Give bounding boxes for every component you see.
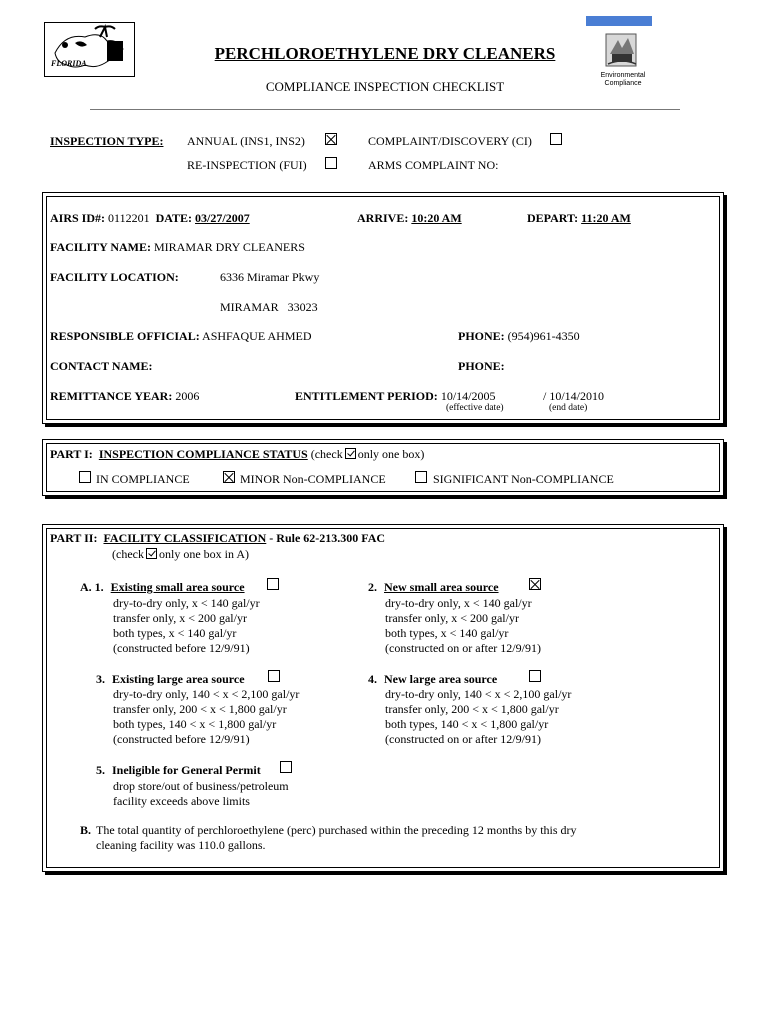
- checkmark-icon: [146, 548, 157, 559]
- part2-b-label: B.: [80, 823, 92, 837]
- item5-line2: facility exceeds above limits: [113, 794, 250, 808]
- item2-num: 2.: [368, 580, 377, 594]
- responsible-official-value: ASHFAQUE AHMED: [202, 329, 312, 343]
- item4-title: New large area source: [384, 672, 498, 686]
- airs-id-row: [50, 211, 250, 225]
- page-title: PERCHLOROETHYLENE DRY CLEANERS: [214, 44, 556, 63]
- arrive-row: [357, 211, 468, 225]
- facility-info-inner: [46, 196, 720, 420]
- facility-location-label: FACILITY LOCATION:: [50, 270, 179, 284]
- inspection-type-label: INSPECTION TYPE:: [50, 134, 164, 148]
- item4-line1: dry-to-dry only, 140 < x < 2,100 gal/yr: [385, 687, 572, 701]
- in-compliance-label: IN COMPLIANCE: [96, 472, 190, 486]
- entitlement-end-row: [543, 389, 604, 403]
- part2-heading: [50, 531, 385, 545]
- minor-noncompliance-label: MINOR Non-COMPLIANCE: [240, 472, 386, 486]
- blue-bar: [586, 16, 652, 26]
- item1-title: Existing small area source: [110, 580, 245, 594]
- facility-location-line1: 6336 Miramar Pkwy: [220, 270, 320, 284]
- item1-line3: both types, x < 140 gal/yr: [113, 626, 237, 640]
- complaint-label: COMPLAINT/DISCOVERY (CI): [368, 134, 532, 148]
- item2-heading: [368, 580, 499, 594]
- item2-line3: both types, x < 140 gal/yr: [385, 626, 509, 640]
- item3-line4: (constructed before 12/9/91): [113, 732, 250, 746]
- item4-num: 4.: [368, 672, 377, 686]
- contact-name-label: CONTACT NAME:: [50, 359, 153, 373]
- item2-title: New small area source: [384, 580, 499, 594]
- item4-checkbox[interactable]: [529, 670, 541, 682]
- item1-line4: (constructed before 12/9/91): [113, 641, 250, 655]
- item3-line1: dry-to-dry only, 140 < x < 2,100 gal/yr: [113, 687, 300, 701]
- contact-phone-label: PHONE:: [458, 359, 505, 373]
- minor-noncompliance-checkbox[interactable]: [223, 471, 235, 483]
- item1-checkbox[interactable]: [267, 578, 279, 590]
- item3-line2: transfer only, 200 < x < 1,800 gal/yr: [113, 702, 287, 716]
- part1-check-a: (check: [310, 447, 343, 461]
- item4-line2: transfer only, 200 < x < 1,800 gal/yr: [385, 702, 559, 716]
- item3-title: Existing large area source: [112, 672, 245, 686]
- phone-value: (954)961-4350: [507, 329, 580, 343]
- item3-num: 3.: [96, 672, 105, 686]
- item1-line2: transfer only, x < 200 gal/yr: [113, 611, 247, 625]
- item4-line3: both types, 140 < x < 1,800 gal/yr: [385, 717, 549, 731]
- facility-name-value: MIRAMAR DRY CLEANERS: [154, 240, 305, 254]
- airs-id-value: 0112201: [108, 211, 150, 225]
- item1-line1: dry-to-dry only, x < 140 gal/yr: [113, 596, 260, 610]
- part1-prefix: PART I:: [50, 447, 93, 461]
- entitlement-separator: /: [543, 389, 547, 403]
- item2-checkbox[interactable]: [529, 578, 541, 590]
- facility-location-line2: MIRAMAR 33023: [220, 300, 318, 314]
- item5-checkbox[interactable]: [280, 761, 292, 773]
- reinspection-checkbox[interactable]: [325, 157, 337, 169]
- item4-heading: [368, 672, 497, 686]
- arrive-value: 10:20 AM: [411, 211, 462, 225]
- part2-check-b: only one box in A): [158, 547, 249, 561]
- effective-date-note: (effective date): [446, 403, 504, 413]
- arms-complaint-label: ARMS COMPLAINT NO:: [368, 158, 499, 172]
- ship-logo-icon: [598, 28, 646, 72]
- florida-logo-label: FLORIDA: [51, 59, 87, 68]
- item2-line2: transfer only, x < 200 gal/yr: [385, 611, 519, 625]
- remittance-year-label: REMITTANCE YEAR:: [50, 389, 173, 403]
- part2-b-row: [80, 823, 577, 837]
- entitlement-start: 10/14/2005: [440, 389, 496, 403]
- part2-title: FACILITY CLASSIFICATION: [103, 531, 267, 545]
- item3-line3: both types, 140 < x < 1,800 gal/yr: [113, 717, 277, 731]
- item5-num: 5.: [96, 763, 105, 777]
- page-subtitle: COMPLIANCE INSPECTION CHECKLIST: [265, 79, 505, 94]
- item1-a-label: A. 1.: [80, 580, 104, 594]
- item3-checkbox[interactable]: [268, 670, 280, 682]
- responsible-official-row: [50, 329, 312, 343]
- facility-name-label: FACILITY NAME:: [50, 240, 151, 254]
- remittance-row: [50, 389, 199, 403]
- part2-rule: - Rule 62-213.300 FAC: [269, 531, 386, 545]
- depart-row: [527, 211, 631, 225]
- item5-heading: [96, 763, 261, 777]
- item2-line1: dry-to-dry only, x < 140 gal/yr: [385, 596, 532, 610]
- environmental-compliance-logo: [598, 28, 646, 72]
- item5-line1: drop store/out of business/petroleum: [113, 779, 289, 793]
- airs-id-label: AIRS ID#:: [50, 211, 106, 225]
- header-divider: [90, 109, 680, 110]
- end-date-note: (end date): [549, 403, 588, 413]
- part2-b-line1: The total quantity of perchloroethylene (perc) purchased within the preceding 12 months by this dry: [96, 823, 577, 837]
- part1-title: INSPECTION COMPLIANCE STATUS: [98, 447, 308, 461]
- date-value: 03/27/2007: [195, 211, 250, 225]
- significant-noncompliance-label: SIGNIFICANT Non-COMPLIANCE: [433, 472, 614, 486]
- depart-label: DEPART:: [527, 211, 579, 225]
- in-compliance-checkbox[interactable]: [79, 471, 91, 483]
- date-label: DATE:: [155, 211, 193, 225]
- depart-value: 11:20 AM: [581, 211, 631, 225]
- part1-check-b: only one box): [357, 447, 425, 461]
- item4-line4: (constructed on or after 12/9/91): [385, 732, 541, 746]
- part2-b-line2: cleaning facility was 110.0 gallons.: [96, 838, 266, 852]
- part2-check-note: [112, 547, 249, 561]
- reinspection-label: RE-INSPECTION (FUI): [187, 158, 307, 172]
- environmental-compliance-label: Environmental Compliance: [600, 72, 646, 87]
- entitlement-period-label: ENTITLEMENT PERIOD:: [295, 389, 438, 403]
- part2-check-a: (check: [112, 547, 144, 561]
- annual-label: ANNUAL (INS1, INS2): [187, 134, 305, 148]
- entitlement-row: [295, 389, 495, 403]
- complaint-checkbox[interactable]: [550, 133, 562, 145]
- annual-checkbox[interactable]: [325, 133, 337, 145]
- facility-name-row: [50, 240, 305, 254]
- entitlement-end: 10/14/2010: [549, 389, 605, 403]
- part2-prefix: PART II:: [50, 531, 98, 545]
- responsible-official-label: RESPONSIBLE OFFICIAL:: [50, 329, 200, 343]
- item3-heading: [96, 672, 245, 686]
- checkmark-icon: [345, 448, 356, 459]
- remittance-year-value: 2006: [175, 389, 200, 403]
- item2-line4: (constructed on or after 12/9/91): [385, 641, 541, 655]
- phone-label: PHONE:: [458, 329, 505, 343]
- item5-title: Ineligible for General Permit: [112, 763, 261, 777]
- part1-heading: [50, 447, 424, 461]
- significant-noncompliance-checkbox[interactable]: [415, 471, 427, 483]
- phone-row: [458, 329, 580, 343]
- item1-heading: [80, 580, 245, 594]
- arrive-label: ARRIVE:: [357, 211, 409, 225]
